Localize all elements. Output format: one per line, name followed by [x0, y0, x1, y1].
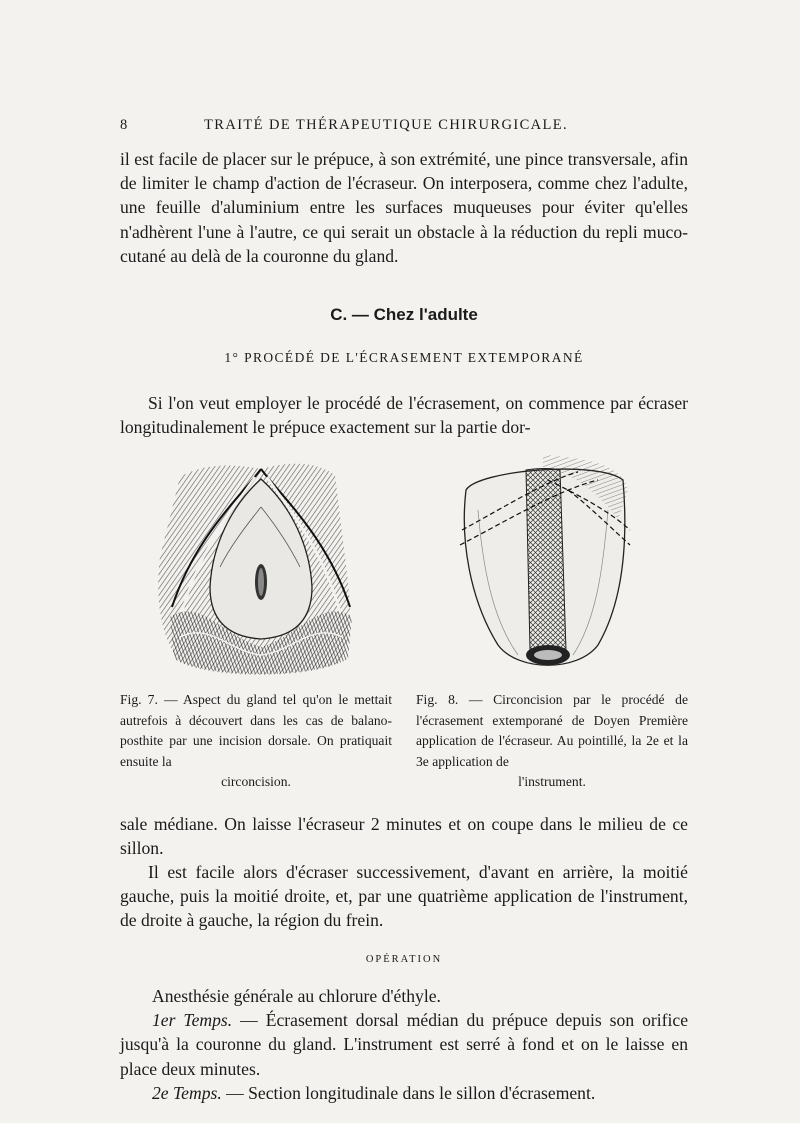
section-title: C. — Chez l'adulte [330, 305, 478, 324]
paragraph-4: Il est facile alors d'écraser successivement, d'avant en arrière, la moitié gauche, puis la moitié droite, et, par une quatrième application de l'instrument, de droite à gauche, la région du frein. [120, 862, 688, 931]
paragraph-3: sale médiane. On laisse l'écraseur 2 minutes et on coupe dans le milieu de ce sillon. [120, 814, 688, 859]
operation-anesthesia: Anesthésie générale au chlorure d'éthyle. [152, 986, 441, 1006]
paragraph-1: il est facile de placer sur le prépuce, à son extrémité, une pince transversale, afin de limiter le champ d'action de l'écraseur. On interposera, comme chez l'adulte, une feuille d'aluminium entre les surfaces muqueuses pour éviter qu'elles n'adhèrent l'une à l'autre, ce qui serait un obstacle à la réduction du repli muco-cutané au delà de la couronne du gland. [120, 149, 688, 266]
paragraph-2: Si l'on veut employer le procédé de l'écrasement, on commence par écraser longitudinalement le prépuce exactement sur la partie dor- [120, 393, 688, 438]
step-1-label: 1er Temps. [152, 1010, 233, 1031]
step-1-text: — Écrasement dorsal médian du prépuce depuis son orifice jusqu'à la couronne du gland. L'instrument est serré à fond et on le laisse en place deux minutes. [120, 1010, 689, 1079]
figure-7-illustration [150, 447, 372, 682]
operation-step-2 [120, 1081, 688, 1105]
figure-7-caption-end: circoncision. [221, 774, 291, 789]
figure-7-caption [120, 690, 392, 793]
operation-step-1 [120, 1008, 688, 1081]
running-title: TRAITÉ DE THÉRAPEUTIQUE CHIRURGICALE. [204, 117, 569, 133]
section-subtitle: 1° PROCÉDÉ DE L'ÉCRASEMENT EXTEMPORANÉ [224, 350, 584, 365]
operation-heading: OPÉRATION [365, 954, 443, 965]
figure-8-caption [416, 690, 688, 793]
step-2-text: — Section longitudinale dans le sillon d'écrasement. [221, 1082, 596, 1103]
page-number: 8 [120, 117, 129, 133]
figure-8-caption-text: Fig. 8. — Circoncision par le procédé de l'écrasement extemporané de Doyen Première application de l'écraseur. Au pointillé, la 2e et la 3e application de [416, 692, 688, 769]
figure-7-caption-text: Fig. 7. — Aspect du gland tel qu'on le mettait autrefois à découvert dans les cas de balano-posthite par une incision dorsale. On pratiquait ensuite la [120, 692, 392, 769]
running-head [120, 117, 688, 137]
figure-8-illustration [448, 450, 638, 680]
figure-8-caption-end: l'instrument. [518, 774, 586, 789]
operation-steps [120, 984, 688, 1105]
step-2-label: 2e Temps. [152, 1082, 222, 1103]
